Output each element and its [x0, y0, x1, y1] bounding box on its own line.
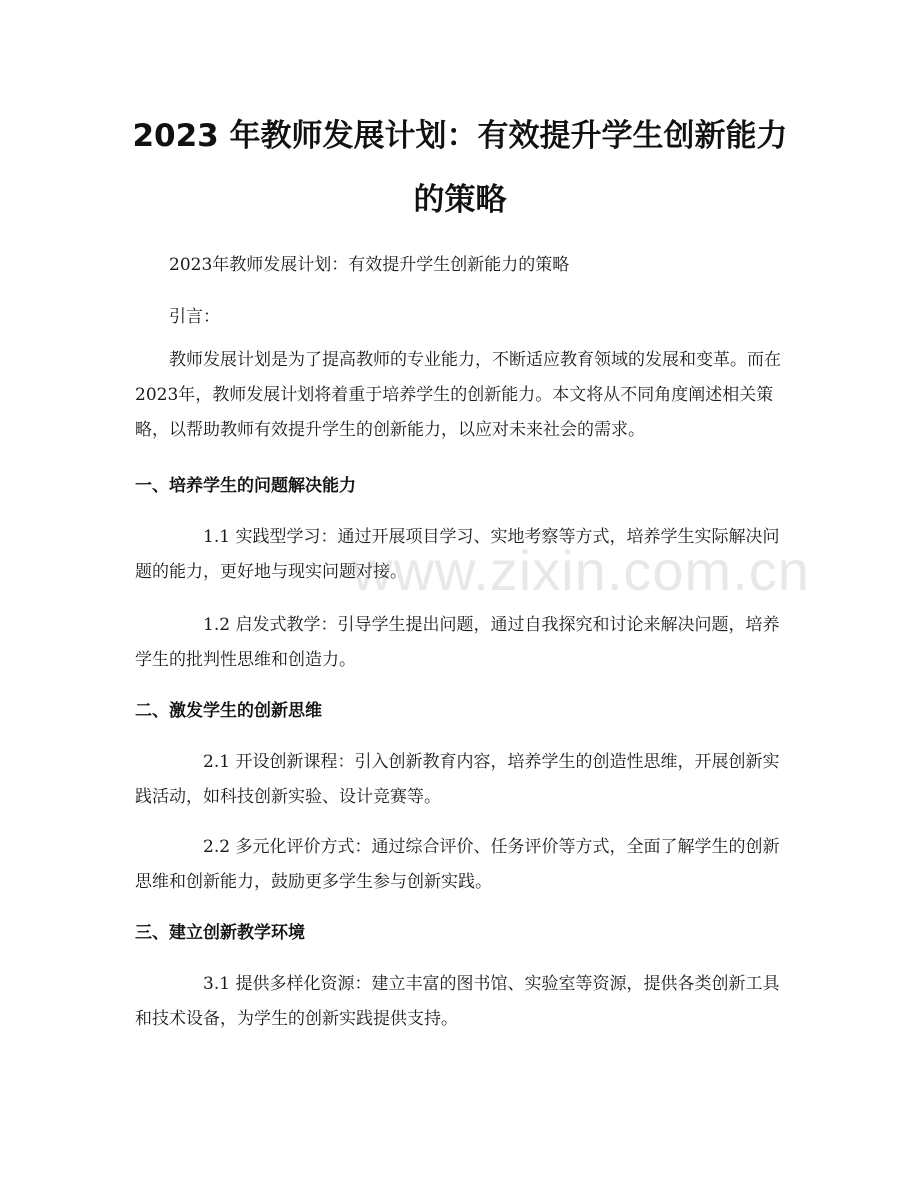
- watermark-text: www.zixin.com.cn: [352, 539, 810, 602]
- document-title: 2023 年教师发展计划：有效提升学生创新能力的策略: [132, 118, 788, 218]
- section-3-item-1: 3.1 提供多样化资源：建立丰富的图书馆、实验室等资源，提供各类创新工具和技术设备，为学生的创新实践提供支持。: [135, 974, 780, 1029]
- intro-paragraph: 教师发展计划是为了提高教师的专业能力，不断适应教育领域的发展和变革。而在2023年，教师发展计划将着重于培养学生的创新能力。本文将从不同角度阐述相关策略，以帮助教师有效提升学生的创新能力，以应对未来社会的需求。: [135, 350, 781, 440]
- section-1-item-2: 1.2 启发式教学：引导学生提出问题，通过自我探究和讨论来解决问题，培养学生的批判性思维和创造力。: [135, 615, 780, 670]
- intro-label: 引言：: [169, 307, 220, 327]
- document-subtitle: 2023年教师发展计划：有效提升学生创新能力的策略: [169, 255, 570, 275]
- section-2-item-1: 2.1 开设创新课程：引入创新教育内容，培养学生的创造性思维，开展创新实践活动，如科技创新实验、设计竞赛等。: [135, 752, 780, 807]
- section-heading-3: 三、建立创新教学环境: [135, 923, 305, 943]
- section-heading-2: 二、激发学生的创新思维: [135, 701, 322, 721]
- section-1-item-1: 1.1 实践型学习：通过开展项目学习、实地考察等方式，培养学生实际解决问题的能力，更好地与现实问题对接。: [135, 527, 780, 582]
- section-heading-1: 一、培养学生的问题解决能力: [135, 476, 356, 496]
- section-2-item-2: 2.2 多元化评价方式：通过综合评价、任务评价等方式，全面了解学生的创新思维和创新能力，鼓励更多学生参与创新实践。: [135, 837, 780, 892]
